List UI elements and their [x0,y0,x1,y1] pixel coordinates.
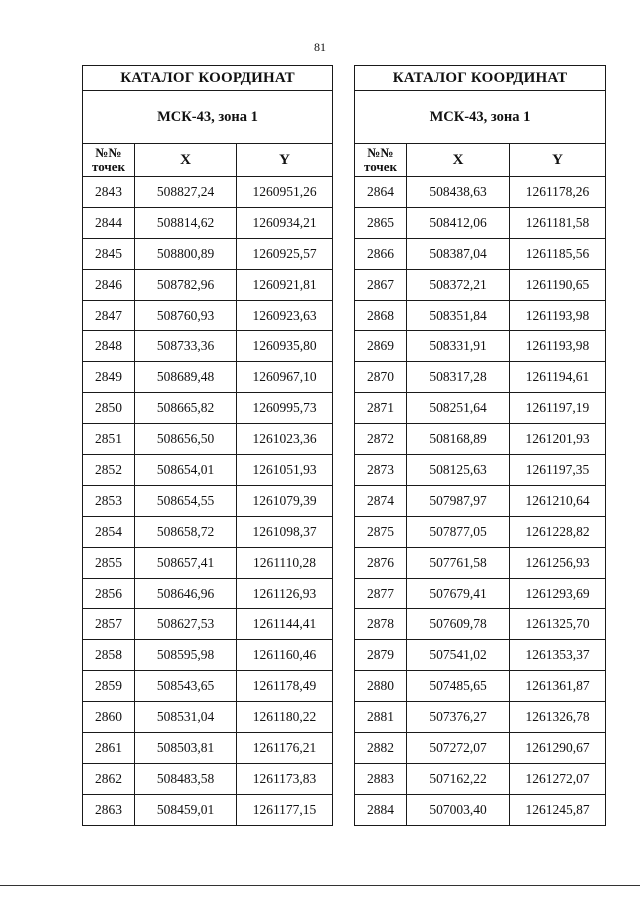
table-row [83,733,333,764]
x-coordinate-cell: 508656,50 [135,424,237,455]
point-number-cell: 2881 [355,702,407,733]
column-header-point-number-line1: №№ [95,145,122,160]
y-coordinate-cell: 1261180,22 [237,702,333,733]
table-row [83,640,333,671]
point-number-cell: 2869 [355,331,407,362]
x-coordinate-cell: 508331,91 [407,331,510,362]
point-number-cell: 2875 [355,516,407,547]
table-row [355,516,606,547]
column-header-point-number [355,144,407,177]
y-coordinate-cell: 1260995,73 [237,393,333,424]
coordinate-catalog-right [354,65,606,826]
point-number-cell: 2877 [355,578,407,609]
y-coordinate-cell: 1261361,87 [510,671,606,702]
y-coordinate-cell: 1260923,63 [237,300,333,331]
y-coordinate-cell: 1261185,56 [510,238,606,269]
catalog-body-right [355,177,606,826]
x-coordinate-cell: 508627,53 [135,609,237,640]
y-coordinate-cell: 1261173,83 [237,763,333,794]
table-row [83,763,333,794]
y-coordinate-cell: 1261144,41 [237,609,333,640]
point-number-cell: 2868 [355,300,407,331]
y-coordinate-cell: 1261245,87 [510,794,606,825]
y-coordinate-cell: 1261194,61 [510,362,606,393]
x-coordinate-cell: 508654,55 [135,485,237,516]
table-row [83,207,333,238]
x-coordinate-cell: 508168,89 [407,424,510,455]
y-coordinate-cell: 1261256,93 [510,547,606,578]
x-coordinate-cell: 508459,01 [135,794,237,825]
y-coordinate-cell: 1261190,65 [510,269,606,300]
table-row [355,269,606,300]
x-coordinate-cell: 508827,24 [135,177,237,208]
table-row [83,300,333,331]
x-coordinate-cell: 508251,64 [407,393,510,424]
table-row [83,485,333,516]
x-coordinate-cell: 508543,65 [135,671,237,702]
point-number-cell: 2878 [355,609,407,640]
y-coordinate-cell: 1261176,21 [237,733,333,764]
point-number-cell: 2849 [83,362,135,393]
table-row [83,393,333,424]
x-coordinate-cell: 507987,97 [407,485,510,516]
point-number-cell: 2873 [355,455,407,486]
point-number-cell: 2879 [355,640,407,671]
y-coordinate-cell: 1261290,67 [510,733,606,764]
table-row [83,455,333,486]
point-number-cell: 2856 [83,578,135,609]
x-coordinate-cell: 507609,78 [407,609,510,640]
point-number-cell: 2874 [355,485,407,516]
point-number-cell: 2871 [355,393,407,424]
point-number-cell: 2848 [83,331,135,362]
table-row [355,331,606,362]
table-row [355,609,606,640]
x-coordinate-cell: 508595,98 [135,640,237,671]
table-row [355,238,606,269]
x-coordinate-cell: 507679,41 [407,578,510,609]
x-coordinate-cell: 507162,22 [407,763,510,794]
point-number-cell: 2880 [355,671,407,702]
y-coordinate-cell: 1261193,98 [510,300,606,331]
bottom-rule [0,885,640,886]
y-coordinate-cell: 1261178,49 [237,671,333,702]
table-row [83,269,333,300]
point-number-cell: 2859 [83,671,135,702]
x-coordinate-cell: 508782,96 [135,269,237,300]
x-coordinate-cell: 508351,84 [407,300,510,331]
y-coordinate-cell: 1261197,19 [510,393,606,424]
x-coordinate-cell: 508387,04 [407,238,510,269]
x-coordinate-cell: 508125,63 [407,455,510,486]
x-coordinate-cell: 507003,40 [407,794,510,825]
table-row [83,424,333,455]
table-row [355,455,606,486]
table-row [83,331,333,362]
x-coordinate-cell: 508665,82 [135,393,237,424]
point-number-cell: 2876 [355,547,407,578]
point-number-cell: 2843 [83,177,135,208]
catalog-title: КАТАЛОГ КООРДИНАТ [355,66,606,91]
x-coordinate-cell: 508503,81 [135,733,237,764]
column-header-point-number-line2: точек [92,159,125,174]
table-row [83,238,333,269]
table-row [83,609,333,640]
point-number-cell: 2861 [83,733,135,764]
point-number-cell: 2851 [83,424,135,455]
table-row [355,177,606,208]
column-header-point-number-line2: точек [364,159,397,174]
x-coordinate-cell: 507541,02 [407,640,510,671]
table-row [355,393,606,424]
point-number-cell: 2850 [83,393,135,424]
y-coordinate-cell: 1261110,28 [237,547,333,578]
y-coordinate-cell: 1261325,70 [510,609,606,640]
y-coordinate-cell: 1260967,10 [237,362,333,393]
y-coordinate-cell: 1261197,35 [510,455,606,486]
table-row [355,362,606,393]
point-number-cell: 2884 [355,794,407,825]
y-coordinate-cell: 1261023,36 [237,424,333,455]
point-number-cell: 2858 [83,640,135,671]
point-number-cell: 2845 [83,238,135,269]
point-number-cell: 2882 [355,733,407,764]
y-coordinate-cell: 1261098,37 [237,516,333,547]
point-number-cell: 2864 [355,177,407,208]
point-number-cell: 2865 [355,207,407,238]
y-coordinate-cell: 1261228,82 [510,516,606,547]
x-coordinate-cell: 508412,06 [407,207,510,238]
point-number-cell: 2857 [83,609,135,640]
x-coordinate-cell: 508438,63 [407,177,510,208]
y-coordinate-cell: 1261272,07 [510,763,606,794]
catalog-body-left [83,177,333,826]
y-coordinate-cell: 1261126,93 [237,578,333,609]
point-number-cell: 2872 [355,424,407,455]
table-row [355,485,606,516]
y-coordinate-cell: 1260921,81 [237,269,333,300]
column-header-y: Y [237,144,333,177]
y-coordinate-cell: 1261193,98 [510,331,606,362]
y-coordinate-cell: 1261210,64 [510,485,606,516]
x-coordinate-cell: 507272,07 [407,733,510,764]
table-row [83,177,333,208]
table-row [355,640,606,671]
x-coordinate-cell: 508760,93 [135,300,237,331]
point-number-cell: 2852 [83,455,135,486]
point-number-cell: 2883 [355,763,407,794]
table-row [83,671,333,702]
column-header-x: X [135,144,237,177]
point-number-cell: 2863 [83,794,135,825]
table-row [355,207,606,238]
table-row [355,733,606,764]
table-row [355,794,606,825]
coordinate-catalog-left [82,65,333,826]
x-coordinate-cell: 507877,05 [407,516,510,547]
table-row [83,578,333,609]
table-row [355,763,606,794]
catalog-subtitle: МСК-43, зона 1 [83,91,333,144]
point-number-cell: 2847 [83,300,135,331]
table-row [355,300,606,331]
catalog-title: КАТАЛОГ КООРДИНАТ [83,66,333,91]
table-row [355,702,606,733]
x-coordinate-cell: 507485,65 [407,671,510,702]
x-coordinate-cell: 508658,72 [135,516,237,547]
column-header-point-number [83,144,135,177]
point-number-cell: 2867 [355,269,407,300]
point-number-cell: 2853 [83,485,135,516]
y-coordinate-cell: 1260951,26 [237,177,333,208]
x-coordinate-cell: 508800,89 [135,238,237,269]
x-coordinate-cell: 508654,01 [135,455,237,486]
point-number-cell: 2870 [355,362,407,393]
point-number-cell: 2866 [355,238,407,269]
table-row [355,424,606,455]
point-number-cell: 2854 [83,516,135,547]
y-coordinate-cell: 1261353,37 [510,640,606,671]
y-coordinate-cell: 1261051,93 [237,455,333,486]
point-number-cell: 2860 [83,702,135,733]
table-row [83,547,333,578]
x-coordinate-cell: 508483,58 [135,763,237,794]
table-row [83,702,333,733]
y-coordinate-cell: 1261293,69 [510,578,606,609]
page-number: 81 [314,40,326,54]
column-header-x: X [407,144,510,177]
table-row [83,794,333,825]
x-coordinate-cell: 508646,96 [135,578,237,609]
x-coordinate-cell: 508689,48 [135,362,237,393]
x-coordinate-cell: 508657,41 [135,547,237,578]
y-coordinate-cell: 1260934,21 [237,207,333,238]
point-number-cell: 2846 [83,269,135,300]
x-coordinate-cell: 507376,27 [407,702,510,733]
point-number-cell: 2862 [83,763,135,794]
y-coordinate-cell: 1261181,58 [510,207,606,238]
x-coordinate-cell: 508733,36 [135,331,237,362]
x-coordinate-cell: 508372,21 [407,269,510,300]
catalog-subtitle: МСК-43, зона 1 [355,91,606,144]
point-number-cell: 2844 [83,207,135,238]
x-coordinate-cell: 507761,58 [407,547,510,578]
table-row [83,516,333,547]
y-coordinate-cell: 1261201,93 [510,424,606,455]
x-coordinate-cell: 508814,62 [135,207,237,238]
point-number-cell: 2855 [83,547,135,578]
table-row [83,362,333,393]
y-coordinate-cell: 1261177,15 [237,794,333,825]
y-coordinate-cell: 1260925,57 [237,238,333,269]
y-coordinate-cell: 1261079,39 [237,485,333,516]
y-coordinate-cell: 1261178,26 [510,177,606,208]
x-coordinate-cell: 508317,28 [407,362,510,393]
y-coordinate-cell: 1260935,80 [237,331,333,362]
column-header-y: Y [510,144,606,177]
table-row [355,547,606,578]
column-header-point-number-line1: №№ [367,145,394,160]
y-coordinate-cell: 1261326,78 [510,702,606,733]
x-coordinate-cell: 508531,04 [135,702,237,733]
y-coordinate-cell: 1261160,46 [237,640,333,671]
table-row [355,671,606,702]
table-row [355,578,606,609]
